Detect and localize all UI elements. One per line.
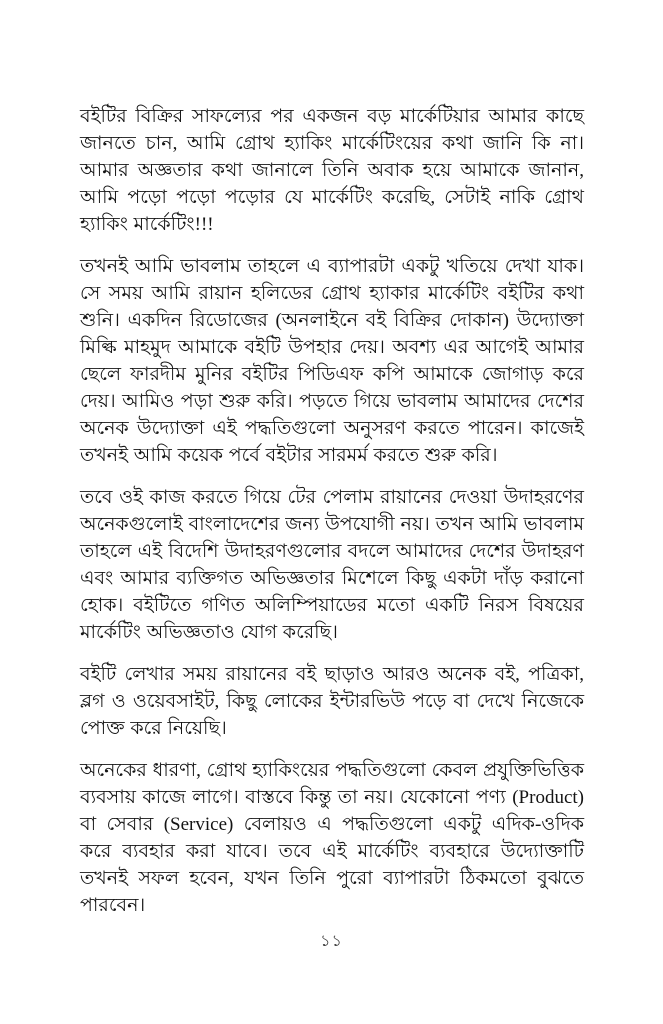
paragraph-2: তখনই আমি ভাবলাম তাহলে এ ব্যাপারটা একটু খতিয়ে দেখা যাক। সে সময় আমি রায়ান হলিডের গ্রোথ হ্যাকার মার্কেটিং বইটির কথা শুনি। একদিন রিডোজের (অনলাইনে বই বিক্রির দোকান) উদ্যোক্তা মিল্কি মাহমুদ আমাকে বইটি উপহার দেয়। অবশ্য এর আগেই আমার ছেলে ফারদীম মুনির বইটির পিডিএফ কপি আমাকে জোগাড় করে দেয়। আমিও পড়া শুরু করি। পড়তে গিয়ে ভাবলাম আমাদের দেশের অনেক উদ্যোক্তা এই পদ্ধতিগুলো অনুসরণ করতে পারেন। কাজেই তখনই আমি কয়েক পর্বে বইটার সারমর্ম করতে শুরু করি। [80,256,584,466]
paragraph-4: বইটি লেখার সময় রায়ানের বই ছাড়াও আরও অনেক বই, পত্রিকা, ব্লগ ও ওয়েবসাইট, কিছু লোকের ইন্টারভিউ পড়ে বা দেখে নিজেকে পোক্ত করে নিয়েছি। [80,664,584,739]
page-number: ১১ [320,933,343,950]
text-block [80,103,584,934]
paragraph-1: বইটির বিক্রির সাফল্যের পর একজন বড় মার্কেটিয়ার আমার কাছে জানতে চান, আমি গ্রোথ হ্যাকিং মার্কেটিংয়ের কথা জানি কি না। আমার অজ্ঞতার কথা জানালে তিনি অবাক হয়ে আমাকে জানান, আমি পড়ো পড়ো পড়োর যে মার্কেটিং করেছি, সেটাই নাকি গ্রোথ হ্যাকিং মার্কেটিং!!! [80,106,584,235]
paragraph-3: তবে ওই কাজ করতে গিয়ে টের পেলাম রায়ানের দেওয়া উদাহরণের অনেকগুলোই বাংলাদেশের জন্য উপযোগী নয়। তখন আমি ভাবলাম তাহলে এই বিদেশি উদাহরণগুলোর বদলে আমাদের দেশের উদাহরণ এবং আমার ব্যক্তিগত অভিজ্ঞতার মিশেলে কিছু একটা দাঁড় করানো হোক। বইটিতে গণিত অলিম্পিয়াডের মতো একটি নিরস বিষয়ের মার্কেটিং অভিজ্ঞতাও যোগ করেছি। [80,487,584,643]
paragraph-5: অনেকের ধারণা, গ্রোথ হ্যাকিংয়ের পদ্ধতিগুলো কেবল প্রযুক্তিভিত্তিক ব্যবসায় কাজে লাগে। বাস্তবে কিন্তু তা নয়। যেকোনো পণ্য (Product) বা সেবার (Service) বেলায়ও এ পদ্ধতিগুলো একটু এদিক-ওদিক করে ব্যবহার করা যাবে। তবে এই মার্কেটিং ব্যবহারে উদ্যোক্তাটি তখনই সফল হবেন, যখন তিনি পুরো ব্যাপারটা ঠিকমতো বুঝতে পারবেন। [80,760,584,916]
